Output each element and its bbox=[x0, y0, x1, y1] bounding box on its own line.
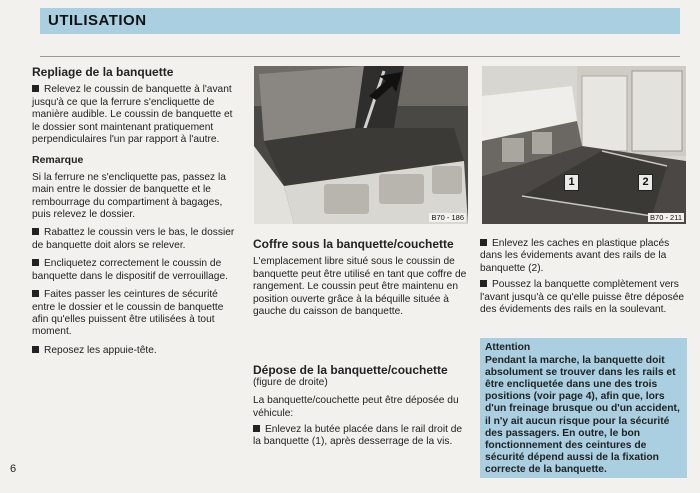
paragraph-folding: Relevez le coussin de banquette à l'avant jusqu'à ce que la ferrure s'encliquette de manière audible. Le coussin de banquette et le dossier sont maintenant pratiquement perpendiculaires l'un par rapport à l'autre. bbox=[32, 84, 233, 146]
column-left bbox=[32, 66, 237, 363]
attention-title: Attention bbox=[485, 342, 531, 353]
bullet-square-icon bbox=[480, 280, 487, 287]
bullet-item: Poussez la banquette complètement vers l'avant jusqu'à ce qu'elle puisse être déposée des évidements des rails en la soulevant. bbox=[480, 279, 685, 316]
column-middle bbox=[253, 238, 468, 453]
photo-bench-rails bbox=[482, 66, 686, 224]
bullet-square-icon bbox=[32, 228, 39, 235]
heading-storage: Coffre sous la banquette/couchette bbox=[253, 237, 454, 251]
divider bbox=[40, 56, 680, 57]
bullet-square-icon bbox=[32, 259, 39, 266]
section-title: UTILISATION bbox=[48, 12, 147, 29]
heading-folding-bench: Repliage de la banquette bbox=[32, 65, 174, 79]
attention-box bbox=[480, 338, 687, 478]
photo-reference-code: B70 - 186 bbox=[431, 213, 464, 222]
bullet-square-icon bbox=[32, 85, 39, 92]
bullet-item: Reposez les appuie-tête. bbox=[32, 345, 237, 357]
bench-storage-illustration bbox=[254, 66, 468, 224]
photo-bench-storage bbox=[254, 66, 468, 224]
callout-1: 1 bbox=[564, 174, 579, 191]
paragraph-removal: La banquette/couchette peut être déposée du véhicule: bbox=[253, 395, 459, 419]
bullet-item: Enlevez la butée placée dans le rail droit de la banquette (1), après desserrage de la vis. bbox=[253, 424, 463, 448]
bullet-item: Encliquetez correctement le coussin de banquette dans le dispositif de verrouillage. bbox=[32, 258, 228, 282]
section-header bbox=[40, 8, 680, 34]
page-number: 6 bbox=[10, 463, 17, 475]
bullet-square-icon bbox=[32, 346, 39, 353]
section-removal bbox=[253, 364, 468, 448]
bullet-item: Faites passer les ceintures de sécurité entre le dossier et le coussin de banquette afin qu'elles puissent être utilisées à tout moment. bbox=[32, 289, 224, 338]
heading-removal: Dépose de la banquette/couchette bbox=[253, 363, 448, 378]
photo-reference-code: B70 - 211 bbox=[650, 213, 682, 222]
bullet-square-icon bbox=[253, 425, 260, 432]
callout-2: 2 bbox=[638, 174, 653, 191]
subheading-removal: (figure de droite) bbox=[253, 376, 328, 388]
bullet-square-icon bbox=[32, 290, 39, 297]
bench-rails-illustration bbox=[482, 66, 686, 224]
paragraph-remark: Si la ferrure ne s'encliquette pas, passez la main entre le dossier de banquette et le rembourrage du compartiment à bagages, puis relevez le dossier. bbox=[32, 171, 226, 221]
bullet-item: Enlevez les caches en plastique placés dans les évidements avant des rails de la banquette (2). bbox=[480, 238, 670, 274]
column-right bbox=[480, 238, 686, 320]
paragraph-storage: L'emplacement libre situé sous le coussin de banquette peut être utilisé en tant que coffre de rangement. Le coussin peut être maintenu en position ouverte grâce à la béquille située à gauche du caisson de banquette. bbox=[253, 256, 467, 318]
heading-remark: Remarque bbox=[32, 154, 84, 167]
attention-text: Pendant la marche, la banquette doit absolument se trouver dans les rails et être encliquetée dans une des trois positions (voir page 4), afin que, lors d'un freinage brusque ou d'un accident, il n'y ait aucun risque pour la sécurité des passagers. En outre, le bon fonctionnement des ceintures de sécurité dépend aussi de la fixation correcte de la banquette. bbox=[485, 355, 680, 475]
bullet-square-icon bbox=[480, 239, 487, 246]
bullet-item: Rabattez le coussin vers le bas, le dossier de banquette doit alors se relever. bbox=[32, 227, 235, 251]
